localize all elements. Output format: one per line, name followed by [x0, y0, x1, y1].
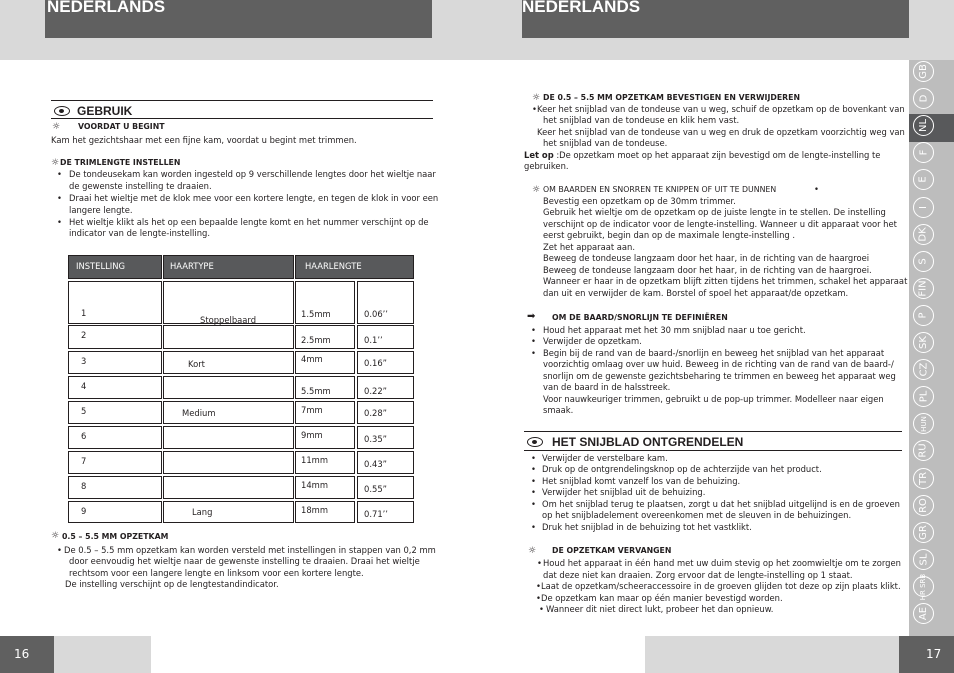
neck-line: Begin bij de rand van de baard-/snorlijn en beweeg het snijblad van het apparaat [543, 348, 885, 358]
language-tab-label: GR [917, 525, 929, 540]
eye-icon [54, 106, 70, 116]
voordat-heading: VOORDAT U BEGINT [78, 122, 165, 131]
language-tab-label: GB [917, 64, 929, 79]
attach-line: het snijblad van de tondeuse en klik hem vast. [543, 115, 740, 125]
table-cell-inch [357, 325, 414, 349]
left-page-header: NEDERLANDS [47, 0, 166, 16]
table-header-hairlength: HAARLENGTE [305, 261, 362, 271]
right-page-header: NEDERLANDS [522, 0, 641, 16]
gear-icon: ☼ [51, 531, 60, 541]
table-cell-mm [295, 426, 355, 449]
bullet: • [531, 499, 536, 509]
bullet: • [539, 604, 544, 614]
beard-line: Bevestig een opzetkam op de 30mm trimmer. [543, 196, 736, 206]
replace-line: Houd het apparaat in één hand met uw duim stevig op het zoomwieltje om te zorgen [543, 558, 901, 568]
comb-heading: 0.5 – 5.5 MM OPZETKAM [62, 532, 169, 541]
table-cell-text: 0.35” [364, 434, 387, 444]
bullet: • [57, 193, 62, 203]
table-cell-mm [295, 451, 355, 474]
trim-line: de gewenste instelling te draaien. [69, 181, 212, 191]
table-cell-text: 5.5mm [301, 386, 331, 396]
language-tab-gr[interactable] [913, 522, 934, 543]
bullet: • [536, 593, 541, 603]
language-tab-label: E [917, 176, 929, 183]
trim-line: indicator van de lengte-instelling. [69, 228, 210, 238]
language-tab-label: RO [917, 498, 929, 513]
replace-line: dat deze niet kan draaien. Zorg ervoor dat de lengte-instelling op 1 staat. [543, 570, 853, 580]
table-cell-mm [295, 476, 355, 499]
table-cell-text: 0.71’’ [364, 509, 388, 519]
section-bottom-rule [51, 118, 433, 119]
bullet: • [814, 184, 819, 194]
language-tab-label: F [917, 149, 929, 156]
table-cell-text: 4mm [301, 354, 323, 364]
bullet: • [531, 522, 536, 532]
unlock-line: Druk op de ontgrendelingsknop op de achterzijde van het product. [542, 464, 822, 474]
comb-line: De 0.5 – 5.5 mm opzetkam kan worden versteld met instellingen in stappen van 0,2 mm [64, 545, 436, 555]
hair-type-label: Stoppelbaard [200, 315, 257, 325]
bullet: • [531, 336, 536, 346]
bullet: • [536, 581, 541, 591]
replace-line: De opzetkam kan maar op één manier bevestigd worden. [541, 593, 783, 603]
neck-line: Houd het apparaat met het 30 mm snijblad naar u toe gericht. [543, 325, 806, 335]
section-gebruik-title: GEBRUIK [77, 104, 133, 118]
table-cell-text: 9 [81, 506, 87, 516]
comb-line: door eenvoudig het wieltje naar de gewenste instelling te draaien. Draai het wieltje [69, 556, 420, 566]
bullet: • [57, 217, 62, 227]
beard-line: eerst gebruikt, begin dan op de maximale lengte-instelling . [543, 230, 796, 240]
table-cell-setting [68, 476, 162, 499]
table-cell-text: 11mm [301, 455, 328, 465]
gear-icon: ☼ [528, 546, 537, 556]
language-tab-cz[interactable] [913, 359, 934, 380]
right-header-bar [522, 0, 909, 38]
trim-heading: DE TRIMLENGTE INSTELLEN [60, 158, 181, 167]
language-tab-d[interactable] [913, 88, 934, 109]
table-cell-text: 1 [81, 308, 87, 318]
right-page-number: 17 [899, 636, 954, 673]
table-cell-text: 8 [81, 481, 87, 491]
replace-heading: DE OPZETKAM VERVANGEN [552, 546, 672, 555]
bullet: • [531, 348, 536, 358]
unlock-line: Druk het snijblad in de behuizing tot het vastklikt. [542, 522, 752, 532]
bullet: • [531, 487, 536, 497]
neck-heading: OM DE BAARD/SNORLIJN TE DEFINIËREN [552, 313, 728, 322]
table-cell-inch [357, 426, 414, 449]
left-page-number: 16 [0, 636, 54, 673]
bullet: • [537, 558, 542, 568]
language-tab-hun[interactable] [913, 413, 934, 434]
let-op-text-2: gebruiken. [524, 161, 569, 171]
language-tab-ru[interactable] [913, 440, 934, 461]
table-cell-text: 2 [81, 330, 87, 340]
neck-line: Verwijder de opzetkam. [543, 336, 642, 346]
language-tab-sk[interactable] [913, 332, 934, 353]
unlock-line: Het snijblad komt vanzelf los van de behuizing. [542, 476, 741, 486]
beard-line: Zet het apparaat aan. [543, 242, 636, 252]
bullet: • [531, 476, 536, 486]
table-cell-mm [295, 351, 355, 374]
arrow-right-icon: ➡ [527, 311, 536, 322]
language-tab-pl[interactable] [913, 386, 934, 407]
bullet: • [531, 453, 536, 463]
gear-icon: ☼ [52, 122, 61, 132]
language-tab-label: RU [918, 443, 929, 458]
table-cell-setting [68, 351, 162, 374]
unlock-top-rule [524, 431, 902, 432]
let-op-text: :De opzetkam moet op het apparaat zijn bevestigd om de lengte-instelling te [553, 150, 881, 160]
language-tab-label: D [917, 94, 929, 103]
table-cell-inch [357, 351, 414, 374]
table-cell-mm [295, 281, 355, 324]
table-cell-text: 5 [81, 406, 87, 416]
language-tab-label: AE [917, 606, 929, 621]
language-tab-label: S [917, 258, 929, 265]
trim-line: Het wieltje klikt als het op een bepaalde lengte komt en het nummer verschijnt op de [69, 217, 429, 227]
language-tab-label: TR [918, 471, 929, 486]
table-cell-text: 0.1’’ [364, 335, 383, 345]
attach-line: het snijblad van de tondeuse. [543, 138, 668, 148]
language-tab-p[interactable] [913, 305, 934, 326]
neck-line: voorzichtig omlaag over uw huid. Beweeg in de richting van de rand van de baard-/ [543, 359, 894, 369]
table-cell-hairtype [163, 451, 294, 474]
trim-line: langere lengte. [69, 205, 133, 215]
language-tab-label: NL [918, 118, 929, 133]
table-cell-hairtype [163, 501, 294, 523]
table-cell-text: 0.06’’ [364, 309, 388, 319]
unlock-line: Verwijder het snijblad uit de behuizing. [542, 487, 706, 497]
table-header-setting: INSTELLING [76, 261, 126, 271]
table-header-hairtype: HAARTYPE [170, 261, 214, 271]
beard-line: verschijnt op de indicator voor de lengte-instelling. Wanneer u dit apparaat voor het [543, 219, 897, 229]
neck-line: van de baard in de halsstreek. [543, 382, 671, 392]
beard-line: Beweeg de tondeuse langzaam door het haar, in de richting van de haargroei [543, 253, 870, 263]
unlock-line: Om het snijblad terug te plaatsen, zorgt u dat het snijblad uitgelijnd is en de groeven [542, 499, 900, 509]
table-cell-setting [68, 281, 162, 324]
gear-icon: ☼ [51, 158, 60, 168]
table-cell-setting [68, 401, 162, 424]
table-cell-text: 0.22” [364, 386, 387, 396]
beard-line: Beweeg de tondeuse langzaam door het haar, in de richting van de haargroei. [543, 265, 872, 275]
language-tab-dk[interactable] [913, 224, 934, 245]
voordat-text: Kam het gezichtshaar met een fijne kam, voordat u begint met trimmen. [51, 135, 357, 145]
language-tab-gb[interactable] [913, 61, 934, 82]
language-tab-sl[interactable] [913, 549, 934, 570]
attach-line: Keer het snijblad van de tondeuse van u weg, schuif de opzetkam op de bovenkant van [537, 104, 905, 114]
beard-line: dan uit en verwijder de kam. Borstel of spoel het apparaat/de opzetkam. [543, 288, 849, 298]
table-cell-text: 0.28” [364, 408, 387, 418]
table-cell-setting [68, 426, 162, 449]
table-cell-hairtype [163, 426, 294, 449]
hair-type-label: Kort [188, 359, 205, 369]
language-tab-e[interactable] [913, 169, 934, 190]
language-tab-label: SL [917, 553, 929, 566]
table-cell-setting [68, 451, 162, 474]
language-tab-ae[interactable] [913, 603, 934, 624]
comb-line: rechtsom voor een langere lengte en linksom voor een kortere lengte. [69, 568, 364, 578]
attach-heading: DE 0.5 – 5.5 MM OPZETKAM BEVESTIGEN EN VERWIJDEREN [543, 93, 801, 102]
language-tab-label: SK [918, 336, 929, 349]
table-cell-mm [295, 501, 355, 523]
attach-line: Keer het snijblad van de tondeuse van u weg en druk de opzetkam voorzichtig weg van [537, 127, 905, 137]
table-header-cell [163, 255, 294, 279]
table-cell-text: 3 [81, 356, 87, 366]
table-cell-text: 0.55” [364, 484, 387, 494]
table-cell-hairtype [163, 476, 294, 499]
bullet: • [531, 464, 536, 474]
table-cell-text: 7mm [301, 405, 323, 415]
language-tab-label: I [917, 206, 929, 209]
unlock-bottom-rule [524, 450, 902, 451]
unlock-line: Verwijder de verstelbare kam. [542, 453, 668, 463]
bullet: • [532, 104, 537, 114]
table-cell-text: 0.43” [364, 459, 387, 469]
gear-icon: ☼ [532, 93, 541, 103]
language-tab-fin[interactable] [913, 278, 934, 299]
table-header-cell [68, 255, 162, 279]
beard-line: Wanneer er haar in de opzetkam blijft zitten tijdens het trimmen, schakel het apparaat [543, 276, 908, 286]
trim-line: Draai het wieltje met de klok mee voor een kortere lengte, en tegen de klok in voor een [69, 193, 439, 203]
table-cell-inch [357, 476, 414, 499]
table-cell-mm [295, 325, 355, 349]
table-cell-text: 9mm [301, 430, 323, 440]
table-cell-mm [295, 401, 355, 424]
language-tab-ro[interactable] [913, 495, 934, 516]
language-tab-label: DK [917, 227, 929, 242]
table-cell-hairtype [163, 376, 294, 399]
table-cell-text: 2.5mm [301, 335, 331, 345]
neck-line: snorlijn om de gewenste gezichtsbeharing te trimmen en beweeg het apparaat weg [543, 371, 896, 381]
unlock-heading: HET SNIJBLAD ONTGRENDELEN [552, 435, 744, 449]
table-cell-setting [68, 376, 162, 399]
trim-line: De tondeusekam kan worden ingesteld op 9 verschillende lengtes door het wieltje naar [69, 169, 436, 179]
beard-line: Gebruik het wieltje om de opzetkam op de juiste lengte in te stellen. De instelling [543, 207, 886, 217]
language-tab-label: FIN [918, 280, 929, 297]
let-op-label: Let op [524, 150, 554, 160]
unlock-line: op het snijbladelement overeenkomen met de sleuven in de behuizingen. [542, 510, 852, 520]
table-cell-inch [357, 281, 414, 324]
table-header-cell [295, 255, 414, 279]
language-tab-i[interactable] [913, 197, 934, 218]
section-top-rule [51, 100, 433, 101]
language-tab-nl[interactable] [913, 115, 934, 136]
language-tab-label: CZ [918, 362, 929, 377]
comb-line: De instelling verschijnt op de lengtestandindicator. [65, 579, 279, 589]
bullet: • [57, 169, 62, 179]
table-cell-text: 18mm [301, 505, 328, 515]
language-tab-label: HR SRB [919, 573, 928, 600]
bullet: • [531, 325, 536, 335]
language-tab-label: HUN [919, 415, 928, 432]
hair-type-label: Lang [192, 507, 213, 517]
replace-line: Wanneer dit niet direct lukt, probeer het dan opnieuw. [546, 604, 774, 614]
replace-line: Laat de opzetkam/scheeraccessoire in de groeven glijden tot deze op zijn plaats klikt. [541, 581, 901, 591]
language-tab-hr-srb[interactable] [913, 573, 934, 600]
hair-type-label: Medium [182, 408, 216, 418]
neck-line: smaak. [543, 405, 574, 415]
language-tab-s[interactable] [913, 251, 934, 272]
table-cell-text: 7 [81, 456, 87, 466]
table-cell-text: 1.5mm [301, 309, 331, 319]
let-op-line [524, 150, 880, 161]
table-cell-inch [357, 451, 414, 474]
table-cell-inch [357, 376, 414, 399]
table-cell-text: 14mm [301, 480, 328, 490]
language-tab-f[interactable] [913, 142, 934, 163]
bullet: • [57, 545, 62, 555]
language-tab-tr[interactable] [913, 468, 934, 489]
table-cell-hairtype [163, 351, 294, 374]
table-cell-inch [357, 501, 414, 523]
table-cell-setting [68, 501, 162, 523]
beard-heading: OM BAARDEN EN SNORREN TE KNIPPEN OF UIT TE DUNNEN [543, 185, 777, 194]
table-cell-text: 4 [81, 381, 87, 391]
left-header-bar [45, 0, 432, 38]
eye-icon [527, 437, 543, 447]
neck-line: Voor nauwkeuriger trimmen, gebruikt u de pop-up trimmer. Modelleer naar eigen [543, 394, 884, 404]
table-cell-hairtype [163, 325, 294, 349]
table-cell-text: 0.16” [364, 358, 387, 368]
hair-length-table [68, 255, 414, 524]
table-cell-text: 6 [81, 431, 87, 441]
language-tab-label: PL [917, 390, 929, 403]
table-cell-mm [295, 376, 355, 399]
language-tab-label: P [918, 312, 929, 319]
table-cell-inch [357, 401, 414, 424]
gear-icon: ☼ [532, 185, 541, 195]
table-cell-setting [68, 325, 162, 349]
